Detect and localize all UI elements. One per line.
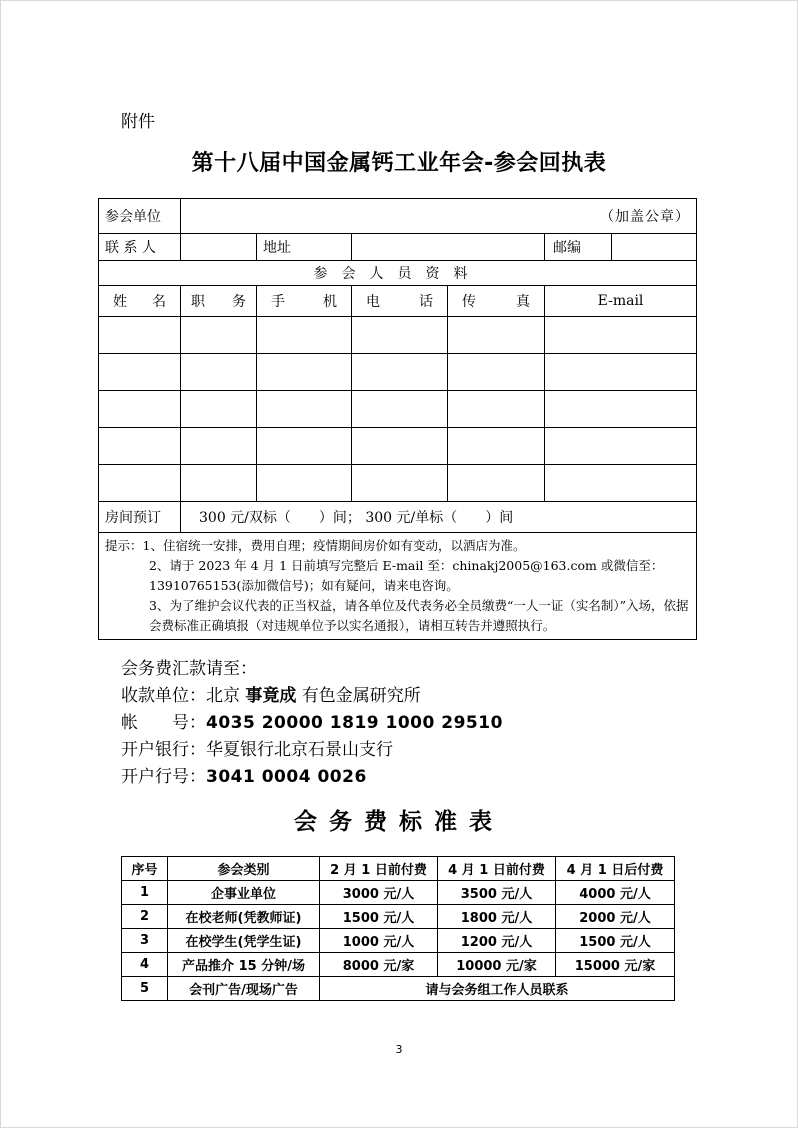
fee-cell: 3500 元/人 xyxy=(438,881,556,905)
fee-row xyxy=(122,905,675,929)
unit-field[interactable] xyxy=(181,199,697,234)
col-mobile: 手 机 xyxy=(257,286,352,317)
fee-cell: 15000 元/家 xyxy=(556,953,675,977)
postcode-field[interactable] xyxy=(612,234,696,260)
fee-cell: 1800 元/人 xyxy=(438,905,556,929)
attendee-cell[interactable] xyxy=(181,465,257,502)
attendee-cell[interactable] xyxy=(257,391,352,428)
attendee-cell[interactable] xyxy=(257,428,352,465)
fee-row xyxy=(122,929,675,953)
section-title: 参会人员资料 xyxy=(99,261,697,286)
attendee-cell[interactable] xyxy=(545,391,697,428)
attendee-cell[interactable] xyxy=(448,317,545,354)
notes-cell xyxy=(99,533,697,640)
fee-row xyxy=(122,977,675,1001)
payee-part-a: 北京 xyxy=(206,686,240,706)
attendee-row xyxy=(99,428,697,465)
payee-part-c: 有色金属研究所 xyxy=(301,686,421,706)
contact-row xyxy=(99,234,697,261)
postcode-cell xyxy=(545,234,697,261)
bank-label: 开户银行： xyxy=(121,740,206,760)
attendee-cell[interactable] xyxy=(181,428,257,465)
payee-line xyxy=(121,683,503,710)
notes-row xyxy=(99,533,697,640)
account-label: 帐 号： xyxy=(121,713,206,733)
attendee-cell[interactable] xyxy=(448,428,545,465)
contact-field[interactable] xyxy=(181,234,257,261)
fee-row xyxy=(122,881,675,905)
attendee-cell[interactable] xyxy=(99,354,181,391)
col-fax: 传 真 xyxy=(448,286,545,317)
fee-cell: 在校老师(凭教师证) xyxy=(168,905,320,929)
address-field[interactable] xyxy=(352,234,545,261)
fee-cell: 3 xyxy=(122,929,168,953)
bank-no-label: 开户行号： xyxy=(121,767,206,787)
attendee-cell[interactable] xyxy=(257,465,352,502)
bank-no-line xyxy=(121,764,503,791)
fee-cell: 在校学生(凭学生证) xyxy=(168,929,320,953)
fee-table xyxy=(121,856,675,1001)
fee-cell: 1 xyxy=(122,881,168,905)
address-label: 地址 xyxy=(257,234,352,261)
attendee-cell[interactable] xyxy=(99,391,181,428)
attendee-cell[interactable] xyxy=(545,317,697,354)
attendee-cell[interactable] xyxy=(99,465,181,502)
attendee-cell[interactable] xyxy=(99,317,181,354)
fee-cell: 1200 元/人 xyxy=(438,929,556,953)
attendee-cell[interactable] xyxy=(181,317,257,354)
fee-header: 4 月 1 日前付费 xyxy=(438,857,556,881)
attendee-cell[interactable] xyxy=(448,465,545,502)
attendee-cell[interactable] xyxy=(257,317,352,354)
unit-label: 参会单位 xyxy=(99,199,181,234)
fee-cell: 3000 元/人 xyxy=(320,881,438,905)
fee-cell: 5 xyxy=(122,977,168,1001)
attendee-row xyxy=(99,317,697,354)
fee-header: 参会类别 xyxy=(168,857,320,881)
room-booking-field[interactable]: 300 元/双标（ ）间； 300 元/单标（ ）间 xyxy=(181,502,697,533)
fee-cell: 4000 元/人 xyxy=(556,881,675,905)
fee-cell: 1000 元/人 xyxy=(320,929,438,953)
fee-cell: 2000 元/人 xyxy=(556,905,675,929)
attendee-row xyxy=(99,465,697,502)
payee-part-b: 事竟成 xyxy=(245,686,297,706)
section-row xyxy=(99,261,697,286)
fee-cell: 2 xyxy=(122,905,168,929)
attendee-cell[interactable] xyxy=(545,354,697,391)
attendee-cell[interactable] xyxy=(181,354,257,391)
column-header-row xyxy=(99,286,697,317)
attendee-row xyxy=(99,354,697,391)
note-2: 2、请于 2023 年 4 月 1 日前填写完整后 E-mail 至：chinakj2005@163.com 或微信至：13910765153(添加微信号)；如有疑问，请来电咨询。 xyxy=(149,558,664,593)
fee-cell: 8000 元/家 xyxy=(320,953,438,977)
attendee-cell[interactable] xyxy=(448,354,545,391)
attachment-label: 附件 xyxy=(121,112,155,132)
attendee-cell[interactable] xyxy=(181,391,257,428)
room-row xyxy=(99,502,697,533)
col-position: 职 务 xyxy=(181,286,257,317)
registration-form xyxy=(98,198,697,640)
attendee-cell[interactable] xyxy=(545,428,697,465)
fee-cell: 4 xyxy=(122,953,168,977)
fee-header: 序号 xyxy=(122,857,168,881)
fee-cell: 企事业单位 xyxy=(168,881,320,905)
attendee-cell[interactable] xyxy=(352,317,448,354)
payee-label: 收款单位： xyxy=(121,686,206,706)
attendee-cell[interactable] xyxy=(99,428,181,465)
attendee-row xyxy=(99,391,697,428)
col-email: E-mail xyxy=(545,286,697,317)
fee-cell: 10000 元/家 xyxy=(438,953,556,977)
fee-cell: 会刊广告/现场广告 xyxy=(168,977,320,1001)
bank-number: 3041 0004 0026 xyxy=(206,767,367,787)
fee-header-row xyxy=(122,857,675,881)
attendee-cell[interactable] xyxy=(545,465,697,502)
remit-heading: 会务费汇款请至： xyxy=(121,659,257,679)
postcode-label: 邮编 xyxy=(545,234,612,260)
remittance-block xyxy=(121,656,503,791)
attendee-cell[interactable] xyxy=(352,391,448,428)
seal-note: （加盖公章） xyxy=(600,209,691,225)
attendee-cell[interactable] xyxy=(448,391,545,428)
col-phone: 电 话 xyxy=(352,286,448,317)
attendee-cell[interactable] xyxy=(352,428,448,465)
attendee-cell[interactable] xyxy=(257,354,352,391)
contact-label: 联 系 人 xyxy=(99,234,181,261)
fee-header: 4 月 1 日后付费 xyxy=(556,857,675,881)
attendee-cell[interactable] xyxy=(352,465,448,502)
note-1: 提示：1、住宿统一安排，费用自理；疫情期间房价如有变动，以酒店为准。 xyxy=(105,538,526,553)
fee-cell: 产品推介 15 分钟/场 xyxy=(168,953,320,977)
attendee-cell[interactable] xyxy=(352,354,448,391)
unit-row xyxy=(99,199,697,234)
fee-cell: 1500 元/人 xyxy=(556,929,675,953)
page-number: 3 xyxy=(395,1043,403,1056)
document-title: 第十八届中国金属钙工业年会-参会回执表 xyxy=(191,151,607,176)
col-name: 姓 名 xyxy=(99,286,181,317)
fee-table-title: 会务费标准表 xyxy=(294,809,504,835)
fee-row xyxy=(122,953,675,977)
note-3: 3、为了维护会议代表的正当权益，请各单位及代表务必全员缴费“一人一证（实名制）”入场，依据会费标准正确填报（对违规单位予以实名通报），请相互转告并遵照执行。 xyxy=(149,598,689,633)
bank-name: 华夏银行北京石景山支行 xyxy=(206,740,393,760)
fee-cell: 1500 元/人 xyxy=(320,905,438,929)
account-number: 4035 20000 1819 1000 29510 xyxy=(206,713,503,733)
bank-line xyxy=(121,737,503,764)
account-line xyxy=(121,710,503,737)
fee-header: 2 月 1 日前付费 xyxy=(320,857,438,881)
fee-contact-note: 请与会务组工作人员联系 xyxy=(320,977,675,1001)
room-label: 房间预订 xyxy=(99,502,181,533)
